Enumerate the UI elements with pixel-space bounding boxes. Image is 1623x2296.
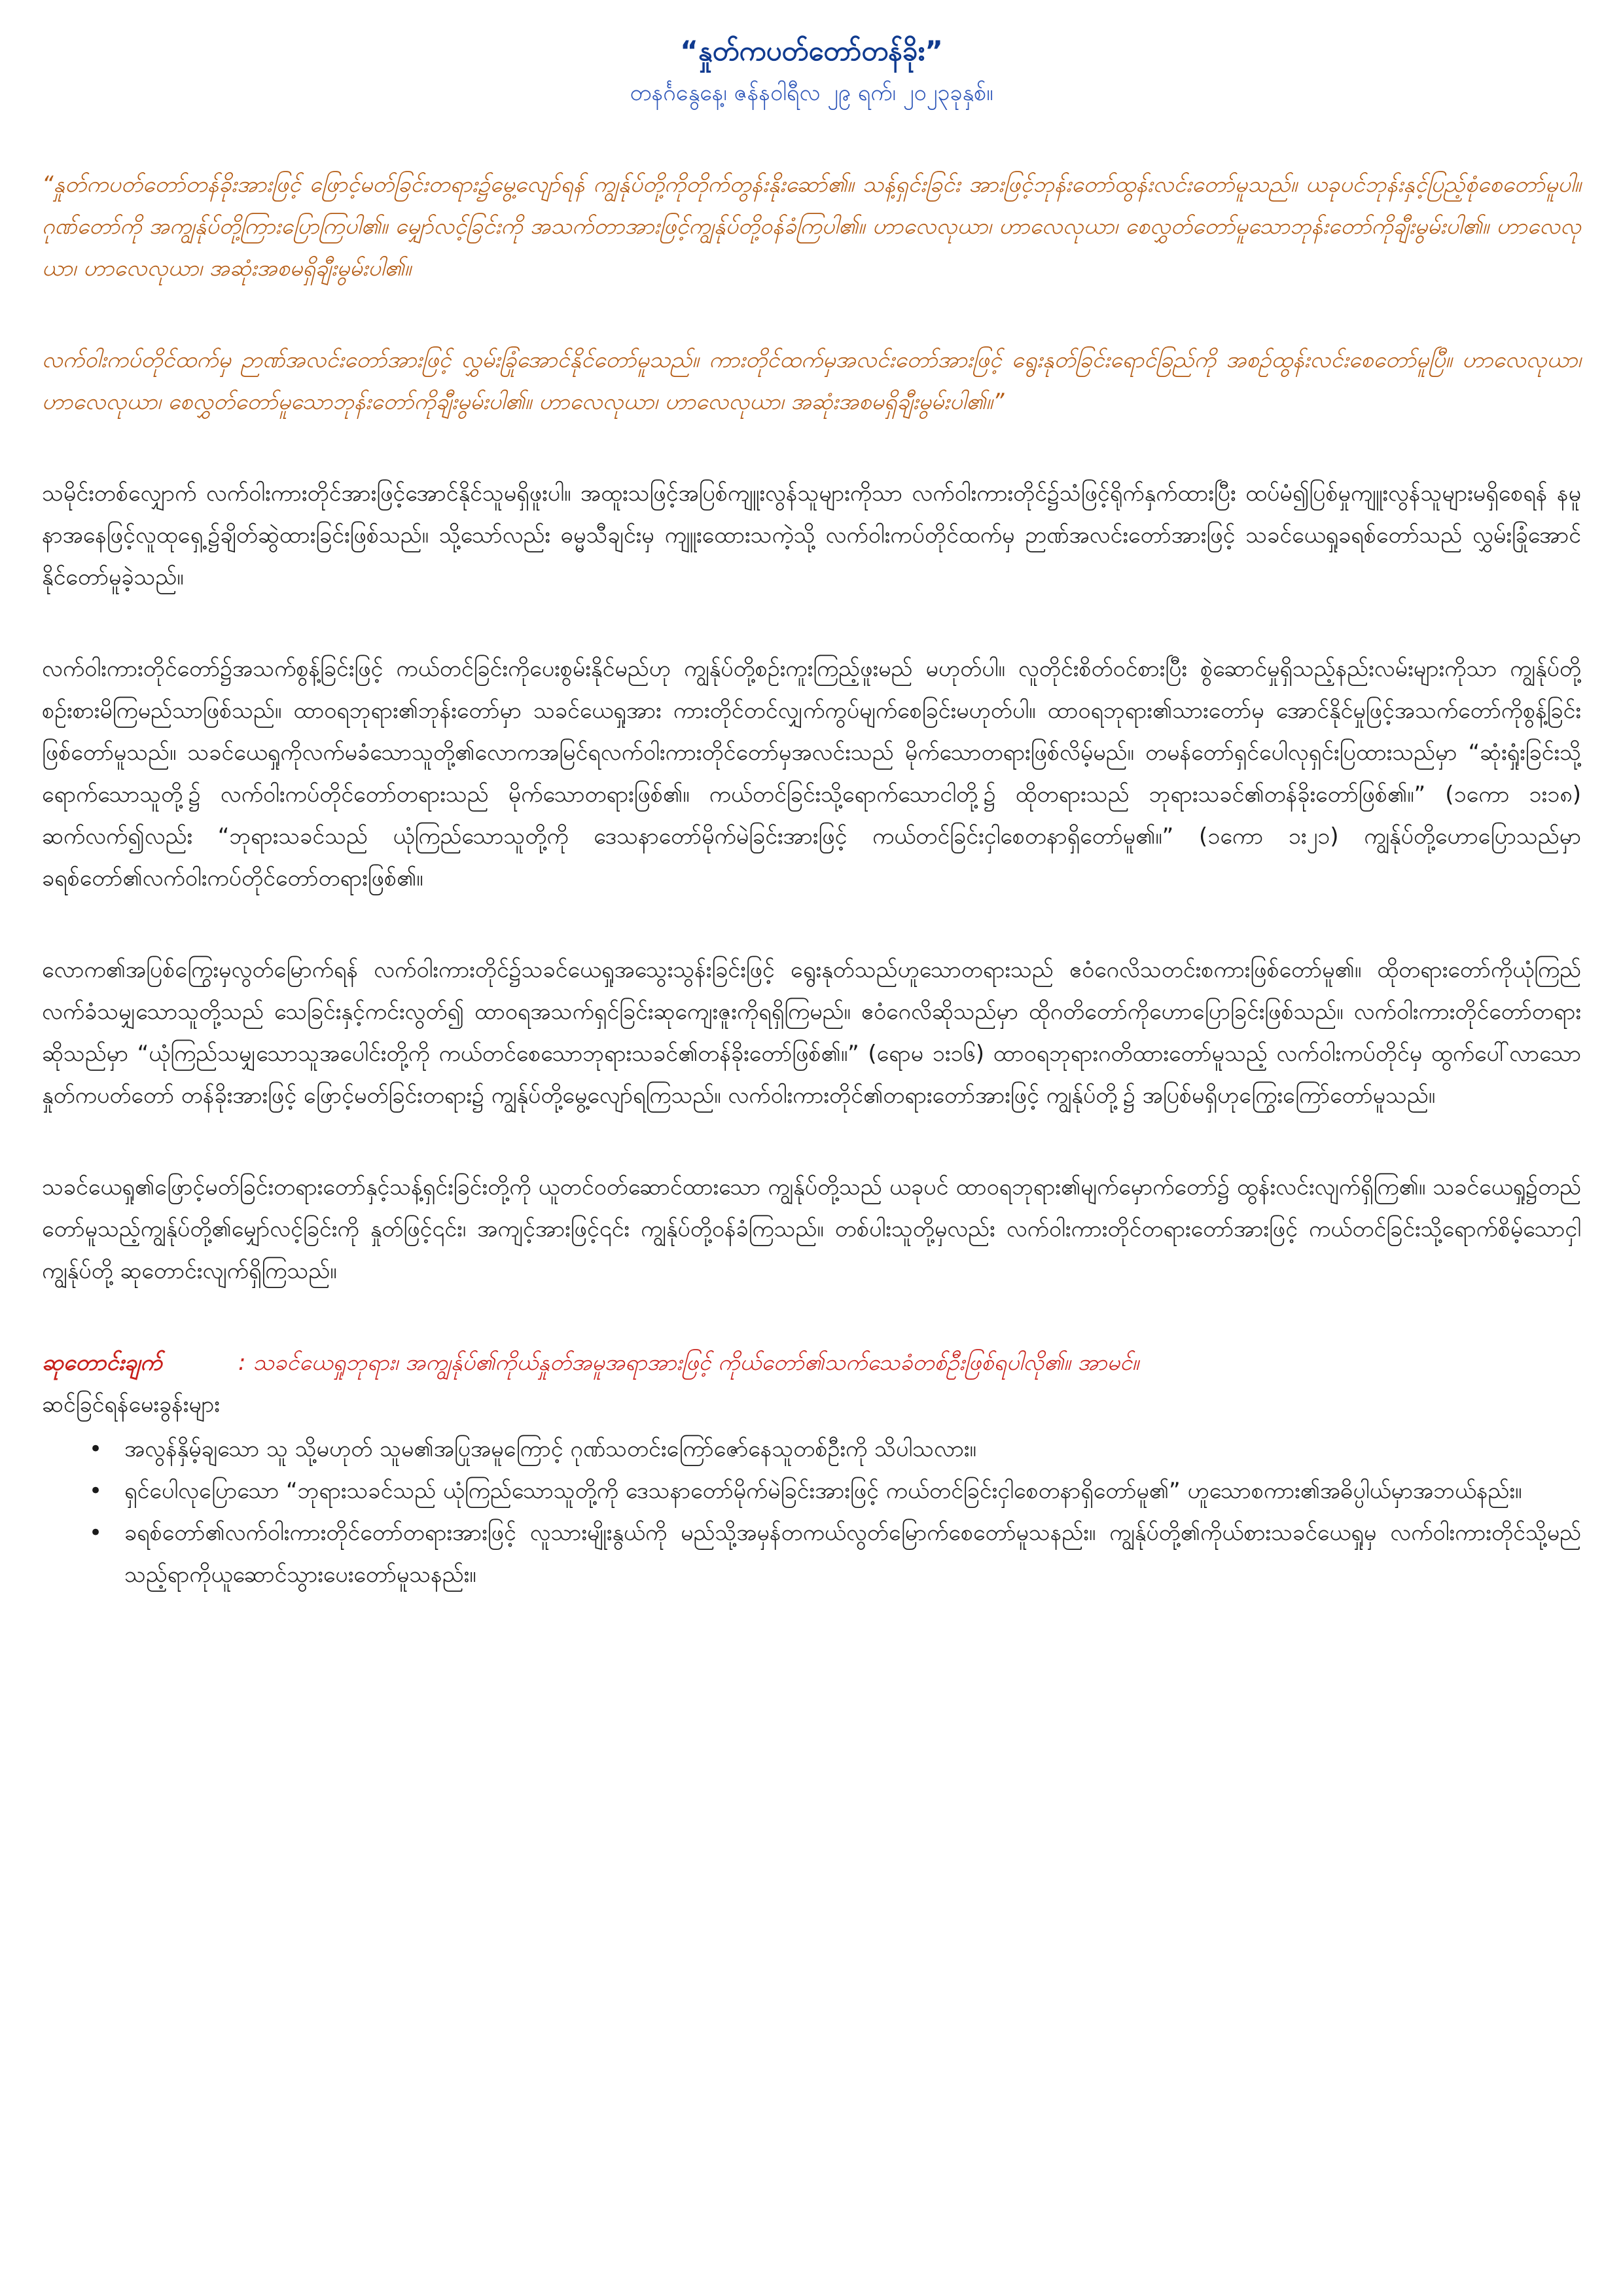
question-item	[42, 1428, 1581, 1470]
hymn-verse-1: “နှုတ်ကပတ်တော်တန်ခိုးအားဖြင့် ဖြောင့်မတ်ခြင်းတရား၌မွေ့လျော်ရန် ကျွန်ုပ်တို့ကိုတိုက်တွန်းနိုးဆော်၏။ သန့်ရှင်းခြင်း အားဖြင့်ဘုန်းတော်ထွန်းလင်းတော်မူသည်။ ယခုပင်ဘုန်းနှင့်ပြည့်စုံစေတော်မူပါ။ ဂုဏ်တော်ကို အကျွန်ုပ်တို့ကြားပြောကြပါ၏။ မျှော်လင့်ခြင်းကို အသက်တာအားဖြင့်ကျွန်ုပ်တို့ဝန်ခံကြပါ၏။ ဟာလေလုယာ၊ ဟာလေလုယာ၊ စေလွှတ်တော်မူသောဘုန်းတော်ကိုချီးမွမ်းပါ၏။ ဟာလေလုယာ၊ ဟာလေလုယာ၊ အဆုံးအစမရှိချီးမွမ်းပါ၏။	[42, 171, 1581, 281]
bullet-icon: •	[89, 1478, 103, 1504]
question-item	[42, 1512, 1581, 1596]
question-text: ခရစ်တော်၏လက်ဝါးကားတိုင်တော်တရားအားဖြင့် လူသားမျိုးနွယ်ကို မည်သို့အမှန်တကယ်လွတ်မြောက်စေတော်မူသနည်း။ ကျွန်ုပ်တို့၏ကိုယ်စားသခင်ယေရှုမှ လက်ဝါးကားတိုင်သို့မည်သည့်ရာကိုယူဆောင်သွားပေးတော်မူသနည်း။	[124, 1520, 1581, 1588]
body-paragraph-2: လက်ဝါးကားတိုင်တော်၌အသက်စွန့်ခြင်းဖြင့် ကယ်တင်ခြင်းကိုပေးစွမ်းနိုင်မည်ဟု ကျွန်ုပ်တို့စဉ်းကူးကြည့်ဖူးမည် မဟုတ်ပါ။ လူတိုင်းစိတ်ဝင်စားပြီး စွဲဆောင်မှုရှိသည့်နည်းလမ်းများကိုသာ ကျွန်ုပ်တို့စဉ်းစားမိကြမည်သာဖြစ်သည်။ ထာဝရဘုရား၏ဘုန်းတော်မှာ သခင်ယေရှုအား ကားတိုင်တင်လျှက်ကွပ်မျက်စေခြင်းမဟုတ်ပါ။ ထာဝရဘုရား၏သားတော်မှ အောင်နိုင်မှုဖြင့်အသက်တော်ကိုစွန့်ခြင်းဖြစ်တော်မူသည်။ သခင်ယေရှုကိုလက်မခံသောသူတို့၏လောကအမြင်ရလက်ဝါးကားတိုင်တော်မှအလင်းသည် မိုက်သောတရားဖြစ်လိမ့်မည်။ တမန်တော်ရှင်ပေါလုရှင်းပြထားသည်မှာ “ဆုံးရှုံးခြင်းသို့ရောက်သောသူတို့၌ လက်ဝါးကပ်တိုင်တော်တရားသည် မိုက်သောတရားဖြစ်၏။ ကယ်တင်ခြင်းသို့ရောက်သောငါတို့၌ ထိုတရားသည် ဘုရားသခင်၏တန်ခိုးတော်ဖြစ်၏။” (၁ကော ၁း၁၈) ဆက်လက်၍လည်း “ဘုရားသခင်သည် ယုံကြည်သောသူတို့ကို ဒေသနာတော်မိုက်မဲခြင်းအားဖြင့် ကယ်တင်ခြင်းငှါစေတနာရှိတော်မူ၏။” (၁ကော ၁း၂၁) ကျွန်ုပ်တို့ဟောပြောသည်မှာ ခရစ်တော်၏လက်ဝါးကပ်တိုင်တော်တရားဖြစ်၏။	[42, 656, 1581, 891]
document-body	[42, 164, 1581, 1596]
page-date: တနင်္ဂနွေနေ့၊ ဇန်နဝါရီလ ၂၉ ရက်၊ ၂၀၂၃ခုနှစ်။	[630, 80, 993, 106]
body-paragraph-1: သမိုင်းတစ်လျှောက် လက်ဝါးကားတိုင်အားဖြင့်အောင်နိုင်သူမရှိဖူးပါ။ အထူးသဖြင့်အပြစ်ကျူးလွန်သူများကိုသာ လက်ဝါးကားတိုင်၌သံဖြင့်ရိုက်နှက်ထားပြီး ထပ်မံ၍ပြစ်မှုကျူးလွန်သူများမရှိစေရန် နမူနာအနေဖြင့်လူထုရှေ့၌ချိတ်ဆွဲထားခြင်းဖြစ်သည်။ သို့သော်လည်း ဓမ္မသီချင်းမှ ကျူးထေားသကဲ့သို့ လက်ဝါးကပ်တိုင်ထက်မှ ဉာဏ်အလင်းတော်အားဖြင့် သခင်ယေရှုခရစ်တော်သည် လွှမ်းခြုံအောင်နိုင်တော်မူခဲ့သည်။	[42, 480, 1581, 590]
bullet-icon: •	[89, 1436, 103, 1462]
question-text: ရှင်ပေါလုပြောသော “ဘုရားသခင်သည် ယုံကြည်သောသူတို့ကို ဒေသနာတော်မိုက်မဲခြင်းအားဖြင့် ကယ်တင်ခြင်းငှါစေတနာရှိတော်မူ၏” ဟူသောစကား၏အဓိပ္ပါယ်မှာအဘယ်နည်း။	[124, 1478, 1522, 1504]
body-paragraph-4: သခင်ယေရှု၏ဖြောင့်မတ်ခြင်းတရားတော်နှင့်သန့်ရှင်းခြင်းတို့ကို ယူတင်ဝတ်ဆောင်ထားသော ကျွန်ုပ်တို့သည် ယခုပင် ထာဝရဘုရား၏မျက်မှောက်တော်၌ ထွန်းလင်းလျက်ရှိကြ၏။ သခင်ယေရှု၌တည်တော်မူသည့်ကျွန်ုပ်တို့၏မျှော်လင့်ခြင်းကို နှုတ်ဖြင့်၎င်း၊ အကျင့်အားဖြင့်၎င်း ကျွန်ုပ်တို့ဝန်ခံကြသည်။ တစ်ပါးသူတို့မှလည်း လက်ဝါးကားတိုင်တရားတော်အားဖြင့် ကယ်တင်ခြင်းသို့ရောက်စိမ့်သောငှါ ကျွန်ုပ်တို့ ဆုတောင်းလျက်ရှိကြသည်။	[42, 1174, 1581, 1284]
questions-list	[42, 1428, 1581, 1596]
page-title: “နှုတ်ကပတ်တော်တန်ခိုး”	[680, 35, 943, 67]
prayer-section	[42, 1342, 1581, 1384]
prayer-text: : သခင်ယေရှုဘုရား၊ အကျွန်ုပ်၏ကိုယ်နှုတ်အမူအရာအားဖြင့် ကိုယ်တော်၏သက်သေခံတစ်ဦးဖြစ်ရပါလို၏။ အာမင်။	[238, 1350, 1139, 1376]
question-text: အလွန်နှိမ့်ချသော သူ သို့မဟုတ် သူမ၏အပြုအမူကြောင့် ဂုဏ်သတင်းကြော်ဇော်နေသူတစ်ဦးကို သိပါသလား။	[124, 1436, 976, 1462]
question-item	[42, 1470, 1581, 1512]
hymn-verse-2: လက်ဝါးကပ်တိုင်ထက်မှ ဉာဏ်အလင်းတော်အားဖြင့် လွှမ်းခြုံအောင်နိုင်တော်မူသည်။ ကားတိုင်ထက်မှအလင်းတော်အားဖြင့် ရွေးနုတ်ခြင်းရောင်ခြည်ကို အစဉ်ထွန်းလင်းစေတော်မူပြီ။ ဟာလေလုယာ၊ ဟာလေလုယာ၊ စေလွှတ်တော်မူသောဘုန်းတော်ကိုချီးမွမ်းပါ၏။ ဟာလေလုယာ၊ ဟာလေလုယာ၊ အဆုံးအစမရှိချီးမွမ်းပါ၏။”	[42, 347, 1581, 415]
bullet-icon: •	[89, 1520, 103, 1546]
prayer-label: ဆုတောင်းချက်	[42, 1350, 162, 1376]
body-paragraph-3: လောက၏အပြစ်ကြွေးမှလွတ်မြောက်ရန် လက်ဝါးကားတိုင်၌သခင်ယေရှုအသွေးသွန်းခြင်းဖြင့် ရွေးနုတ်သည်ဟူသောတရားသည် ဧဝံဂေလိသတင်းစကားဖြစ်တော်မူ၏။ ထိုတရားတော်ကိုယုံကြည်လက်ခံသမျှသောသူတို့သည် သေခြင်းနှင့်ကင်းလွတ်၍ ထာဝရအသက်ရှင်ခြင်းဆုကျေးဇူးကိုရရှိကြမည်။ ဧဝံဂေလိဆိုသည်မှာ ထိုဂတိတော်ကိုဟောပြောခြင်းဖြစ်သည်။ လက်ဝါးကားတိုင်တော်တရားဆိုသည်မှာ “ယုံကြည်သမျှသောသူအပေါင်းတို့ကို ကယ်တင်စေသောဘုရားသခင်၏တန်ခိုးတော်ဖြစ်၏။” (ရောမ ၁း၁၆) ထာဝရဘုရားဂတိထားတော်မူသည့် လက်ဝါးကပ်တိုင်မှ ထွက်ပေါ်လာသောနှုတ်ကပတ်တော် တန်ခိုးအားဖြင့် ဖြောင့်မတ်ခြင်းတရား၌ ကျွန်ုပ်တို့မွေ့လျော်ရကြသည်။ လက်ဝါးကားတိုင်၏တရားတော်အားဖြင့် ကျွန်ုပ်တို့၌ အပြစ်မရှိဟုကြွေးကြော်တော်မူသည်။	[42, 957, 1581, 1109]
questions-heading: ဆင်ခြင်ရန်မေးခွန်းများ	[42, 1391, 220, 1418]
